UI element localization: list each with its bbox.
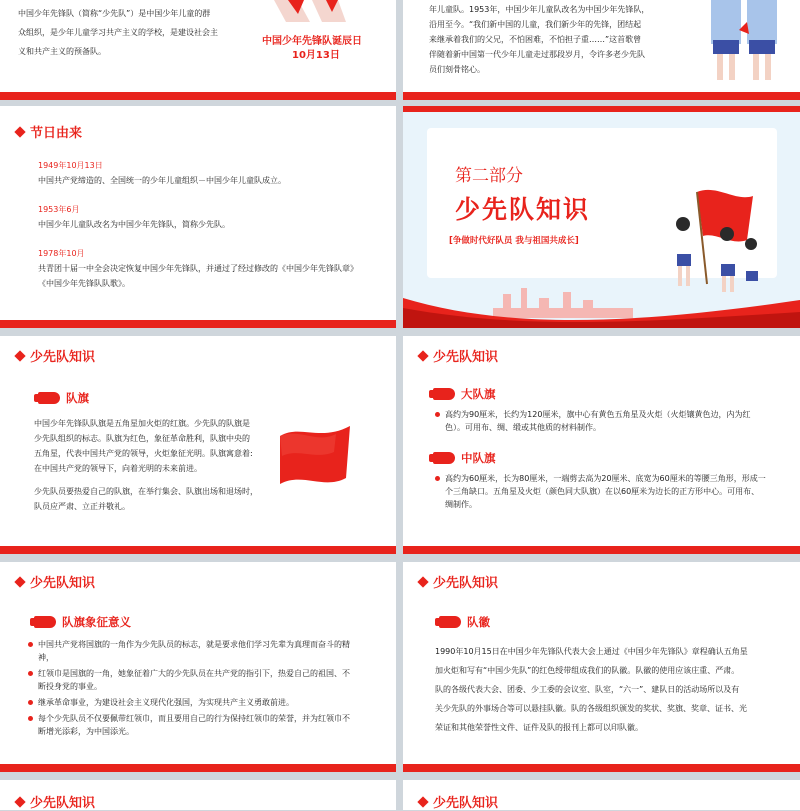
diamond-icon (14, 576, 25, 587)
footer-bar (0, 92, 396, 100)
slide-title: 少先队知识 (30, 576, 96, 591)
footer-bar (403, 546, 800, 554)
bullet-line: 每个少先队员不仅要佩带红领巾，而且要用自己的行为保持红领巾的荣誉，并为红领巾不 (38, 714, 350, 723)
slide-title: 少先队知识 (433, 796, 499, 811)
birthday-date: 10月13日 (292, 50, 340, 61)
intro-line: 众组织，是少年儿童学习共产主义的学校，是建设社会主 (18, 28, 218, 37)
slide-header (419, 346, 498, 365)
para-line: 加火炬和写有“中国少先队”的红色绶带组成我们的队徽。队徽的使用应该庄重、严肃。 (435, 666, 740, 675)
subheading (433, 450, 496, 466)
slide-header (16, 572, 95, 591)
slide-header (419, 572, 498, 591)
para-line: 中国少年先锋队队旗是五角星加火炬的红旗。少先队的队旗是 (34, 419, 250, 428)
slide-badge (403, 562, 800, 772)
slide-section-cover (403, 106, 800, 328)
timeline-text: 中国共产党缔造的、全国统一的少年儿童组织－中国少年儿童队成立。 (38, 176, 286, 185)
bullet-line: 高约为60厘米，长为80厘米，一端剪去高为20厘米、底宽为60厘米的等腰三角形，形成一 (445, 474, 766, 483)
para-line: 关少先队的外事场合等可以悬挂队徽。队的各级组织颁发的奖状、奖旗、奖章、证书、光 (435, 704, 747, 713)
subheading-label: 队旗象征意义 (62, 615, 131, 629)
subheading-label: 大队旗 (461, 387, 496, 401)
bullet-line: 继承革命事业，为建设社会主义现代化强国，为实现共产主义勇敢前进。 (38, 698, 294, 707)
slide-intro (0, 0, 396, 100)
section-label: 第二部分 (455, 166, 523, 186)
bullet-line: 个三角缺口。五角星及火炬（颜色同大队旗）在以60厘米为边长的正方形中心。可用布、 (445, 487, 760, 496)
timeline (38, 158, 378, 291)
slide-title: 少先队知识 (433, 350, 499, 365)
intro-paragraph (18, 6, 248, 59)
city-skyline-wave (403, 278, 800, 328)
red-flag-image (276, 422, 356, 496)
pointing-hand-icon (433, 388, 455, 400)
bullet-item (26, 667, 378, 693)
bullet-line: 神， (38, 653, 54, 662)
history-line: 年儿童队。1953年，中国少年儿童队改名为中国少年先锋队， (429, 5, 650, 14)
slide-title: 少先队知识 (30, 350, 96, 365)
bullet-line: 断投身党的事业。 (38, 682, 102, 691)
brigade-flag-list (433, 408, 783, 437)
subheading-label: 队旗 (66, 391, 89, 405)
history-line: 沿用至今。“我们新中国的儿童，我们新少年的先锋，团结起 (429, 20, 642, 29)
bullet-line: 高约为90厘米，长约为120厘米，旗中心有黄色五角星及火炬（火炬镶黄色边，内为红 (445, 410, 751, 419)
bullet-item (433, 408, 783, 434)
para-line: 队员应严肃、立正并敬礼。 (34, 502, 130, 511)
slide-header (419, 792, 498, 811)
slide-next-left (0, 780, 396, 810)
history-line: 员们刻骨铭心。 (429, 65, 485, 74)
timeline-text: 共青团十届一中全会决定恢复中国少年先锋队，并通过了经过修改的《中国少年先锋队章》 (38, 264, 358, 273)
section-title: 少先队知识 (455, 195, 591, 224)
slide-next-right (403, 780, 800, 810)
footer-bar (0, 546, 396, 554)
timeline-text: 中国少年儿童队改名为中国少年先锋队，简称少先队。 (38, 220, 230, 229)
slide-header (16, 346, 95, 365)
diamond-icon (14, 126, 25, 137)
diamond-icon (417, 350, 428, 361)
pointing-hand-icon (34, 616, 56, 628)
squadron-flag-list (433, 472, 783, 514)
slide-title: 少先队知识 (30, 796, 96, 811)
subheading (433, 386, 496, 402)
subheading (439, 614, 490, 630)
diamond-icon (14, 350, 25, 361)
slide-title: 节日由来 (30, 126, 83, 141)
history-paragraph (429, 2, 679, 77)
para-line: 少先队员要热爱自己的队旗，在举行集会、队旗出场和退场时， (34, 487, 258, 496)
diamond-icon (14, 796, 25, 807)
pointing-hand-icon (433, 452, 455, 464)
slide-header (16, 122, 82, 141)
header-bar (403, 106, 800, 112)
badge-paragraph (435, 642, 785, 737)
meaning-list (26, 638, 378, 741)
flag-description (34, 416, 274, 514)
diamond-icon (417, 576, 428, 587)
bullet-line: 色）。可用布、绸、缎或其他质的材料制作。 (445, 423, 601, 432)
para-line: 少先队组织的标志。队旗为红色，象征革命胜利，队旗中央的 (34, 434, 250, 443)
children-illustration (268, 0, 352, 22)
intro-line: 义和共产主义的预备队。 (18, 47, 106, 56)
pointing-hand-icon (38, 392, 60, 404)
footer-bar (0, 764, 396, 772)
subheading-label: 队徽 (467, 615, 490, 629)
slide-title: 少先队知识 (433, 576, 499, 591)
slide-flag-specs (403, 336, 800, 554)
bullet-line: 绸制作。 (445, 500, 477, 509)
bullet-item (26, 696, 378, 709)
slide-origin (0, 106, 396, 328)
slide-history-excerpt (403, 0, 800, 100)
pointing-hand-icon (439, 616, 461, 628)
bullet-item (26, 712, 378, 738)
history-line: 来继承着我们的父兄，不怕困难，不怕担子重……”这首歌曾 (429, 35, 642, 44)
para-line: 在中国共产党的领导下，向着光明的未来前进。 (34, 464, 202, 473)
bullet-line: 断增光添彩，为中国添光。 (38, 727, 134, 736)
children-illustration (703, 0, 793, 90)
timeline-date: 1953年6月 (38, 205, 80, 214)
para-line: 队的各级代表大会、团委、少工委的会议室、队室，“六一”、建队日的活动场所以及有 (435, 685, 740, 694)
para-line: 五角星，代表中国共产党的领导，火炬象征光明。队旗寓意着: (34, 449, 253, 458)
subheading (34, 614, 131, 630)
footer-bar (0, 320, 396, 328)
subheading-label: 中队旗 (461, 451, 496, 465)
timeline-date: 1949年10月13日 (38, 161, 103, 170)
intro-line: 中国少年先锋队（简称“少先队”）是中国少年儿童的群 (18, 9, 211, 18)
para-line: 1990年10月15日在中国少年先锋队代表大会上通过《中国少年先锋队》章程确认五角星 (435, 647, 748, 656)
subheading (38, 390, 89, 406)
diamond-icon (417, 796, 428, 807)
history-line: 伴随着新中国第一代少年儿童走过那段岁月，令许多老少先队 (429, 50, 645, 59)
bullet-line: 中国共产党将国旗的一角作为少先队员的标志，就是要求他们学习先辈为真理而奋斗的精 (38, 640, 350, 649)
bullet-item (433, 472, 783, 511)
slide-header (16, 792, 95, 811)
bullet-line: 红领巾是国旗的一角，她象征着广大的少先队员在共产党的指引下，热爱自己的祖国、不 (38, 669, 350, 678)
timeline-date: 1978年10月 (38, 249, 85, 258)
footer-bar (403, 92, 800, 100)
section-slogan: [争做时代好队员 我与祖国共成长] (449, 236, 579, 246)
footer-bar (403, 764, 800, 772)
slide-team-flag (0, 336, 396, 554)
timeline-text: 《中国少年先锋队队歌》。 (38, 279, 130, 288)
bullet-item (26, 638, 378, 664)
birthday-caption: 中国少年先锋队诞辰日 (262, 36, 362, 47)
para-line: 荣证和其他荣誉性文件、证件及队的报刊上都可以印队徽。 (435, 723, 643, 732)
slide-flag-meaning (0, 562, 396, 772)
